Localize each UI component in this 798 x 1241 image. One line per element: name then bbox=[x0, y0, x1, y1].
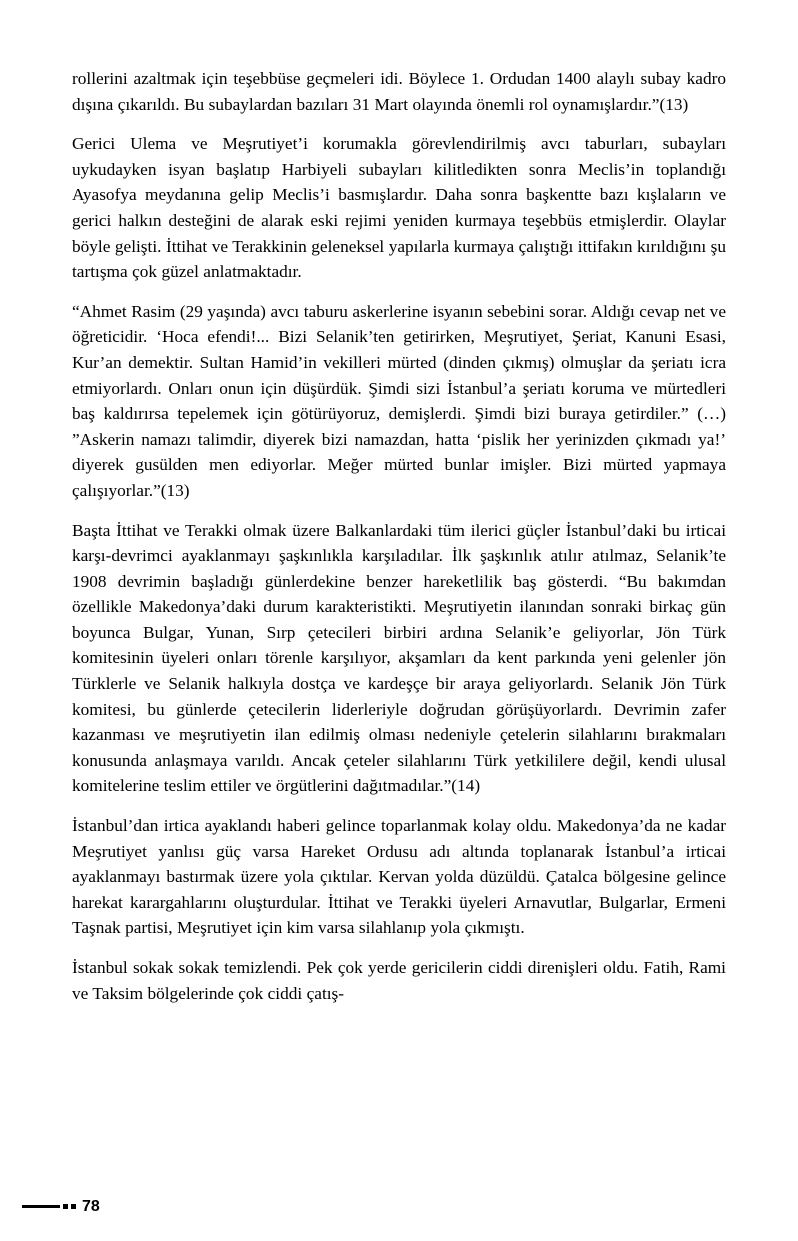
footer-rule bbox=[22, 1205, 60, 1208]
paragraph: “Ahmet Rasim (29 yaşında) avcı taburu askerlerine isyanın sebebini sorar. Aldığı cevap net ve öğreticidir. ‘Hoca efendi!... Bizi Selanik’ten getirirken, Meşrutiyet, Şeriat, Kanuni Esasi, Kur’an demektir. Sultan Hamid’in vekilleri mürted (dinden çıkmış) olmuşlar da şeriatı icra etmiyorlardı. Onları onun için düşürdük. Şimdi sizi İstanbul’a şeriatı koruma ve mürtedleri baş kaldırırsa tepelemek için götürüyoruz, demişlerdi. Şimdi bizi buraya getirdiler.” (…) ”Askerin namazı talimdir, diyerek bizi namazdan, hatta ‘pislik her yerinizden çıkmadı ya!’ diyerek gusülden men ediyorlar. Meğer mürted bunlar imişler. Bizi mürted yapmaya çalışıyorlar.”(13) bbox=[72, 301, 726, 500]
footer-dot-icon bbox=[63, 1204, 68, 1209]
paragraph: Başta İttihat ve Terakki olmak üzere Balkanlardaki tüm ilerici güçler İstanbul’daki bu irticai karşı-devrimci ayaklanmayı şaşkınlıkla karşıladılar. İlk şaşkınlık atılır atılmaz, Selanik’te 1908 devrimin başladığı günlerdekine benzer hareketlilik baş gösterdi. “Bu bakımdan özellikle Makedonya’daki durum karakteristikti. Meşrutiyetin ilanından sonraki birkaç gün boyunca Bulgar, Yunan, Sırp çetecileri birbiri ardına Selanik’e geliyorlar, Jön Türk komitesinin üyeleri onları törenle karşılıyor, akşamları da kent parkında yeni gelenler jön Türklerle ve Selanik halkıyla dostça ve kardeşçe bir araya geliyorlardı. Selanik Jön Türk komitesi, bu günlerde çetecilerin liderleriyle doğrudan görüşüyorlardı. Devrimin zafer kazanması ve meşrutiyetin ilan edilmiş olması nedeniyle çetelerin silahlarını bırakmaları konusunda anlaşmaya varıldı. Ancak çeteler silahlarını Türk yetkililere değil, kendi ulusal komitelerine teslim ettiler ve örgütlerini dağıtmadılar.”(14) bbox=[72, 520, 726, 796]
paragraph: İstanbul’dan irtica ayaklandı haberi gelince toparlanmak kolay oldu. Makedonya’da ne kadar Meşrutiyet yanlısı güç varsa Hareket Ordusu adı altında toplanarak İstanbul’a irticai ayaklanmayı bastırmak üzere yola çıktılar. Kervan yolda düzüldü. Çatalca bölgesine gelince harekat karargahlarını oluşturdular. İttihat ve Terakki üyeleri Arnavutlar, Bulgarlar, Ermeni Taşnak partisi, Meşrutiyet için kim varsa silahlanıp yola çıkmıştı. bbox=[72, 816, 726, 938]
paragraph: İstanbul sokak sokak temizlendi. Pek çok yerde gericilerin ciddi direnişleri oldu. Fatih, Rami ve Taksim bölgelerinde çok ciddi çatış- bbox=[72, 958, 726, 1003]
footer-dot-icon bbox=[71, 1204, 76, 1209]
page-footer bbox=[22, 1197, 776, 1219]
body-text-column bbox=[72, 66, 726, 1006]
paragraph: rollerini azaltmak için teşebbüse geçmeleri idi. Böylece 1. Ordudan 1400 alaylı subay kadro dışına çıkarıldı. Bu subaylardan bazıları 31 Mart olayında önemli rol oynamışlardır.”(13) bbox=[72, 69, 726, 114]
page-number: 78 bbox=[82, 1198, 100, 1215]
paragraph: Gerici Ulema ve Meşrutiyet’i korumakla görevlendirilmiş avcı taburları, subayları uykudayken isyan başlatıp Harbiyeli subayları kilitledikten sonra Meclis’in toplandığı Ayasofya meydanına gelip Meclis’i basmışlardır. Daha sonra başkentte bazı kışlaların ve gerici halkın desteğini de alarak eski rejimi yeniden kurmaya teşebbüs etmişlerdir. Olaylar böyle gelişti. İttihat ve Terakkinin geleneksel yapılarla kurmaya çalıştığı ittifakın kırıldığını şu tartışma çok güzel anlatmaktadır. bbox=[72, 134, 726, 282]
